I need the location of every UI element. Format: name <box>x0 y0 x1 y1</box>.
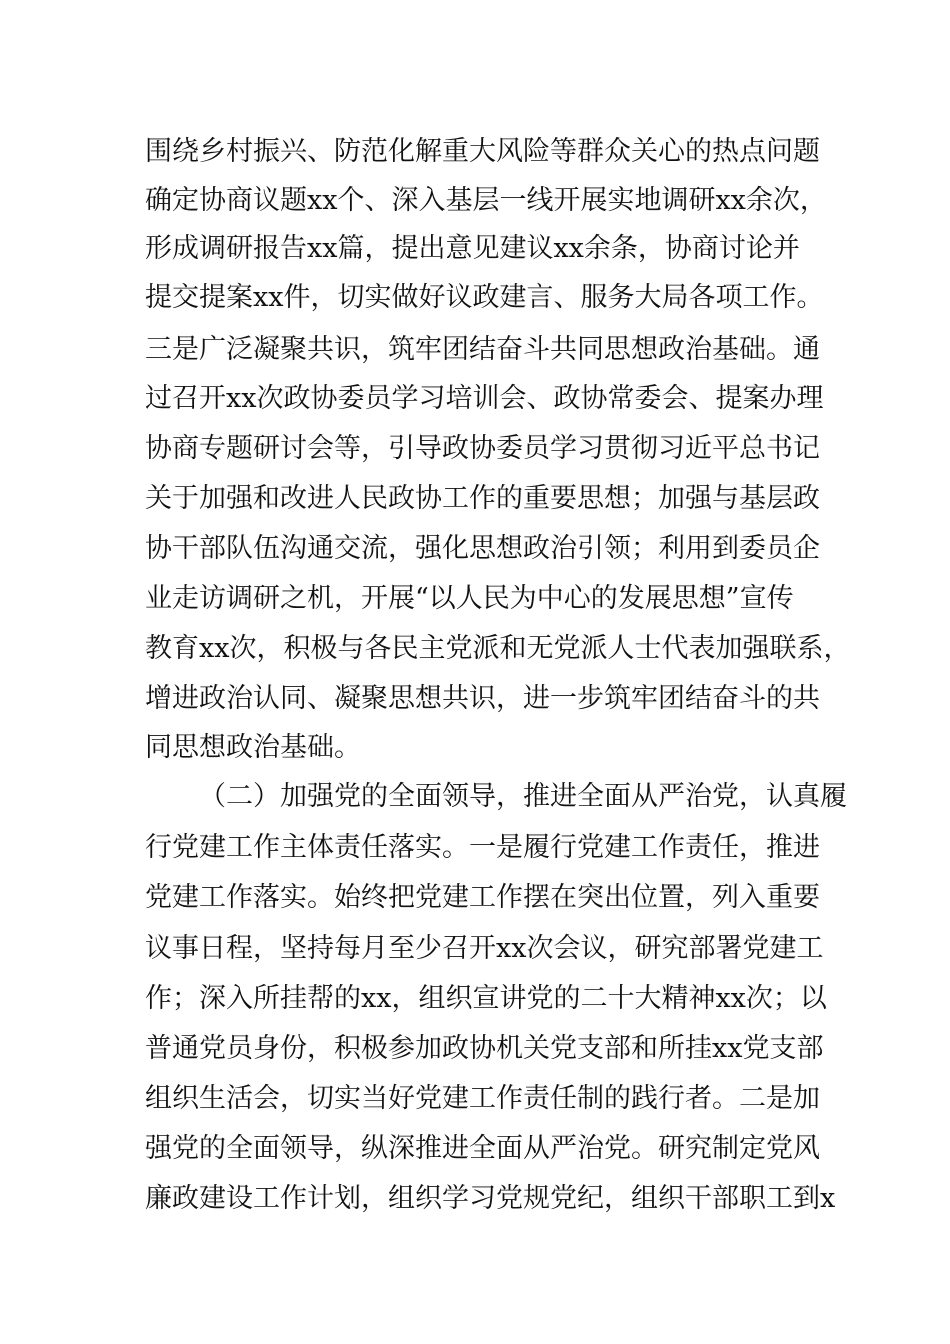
text-line: 关于加强和改进人民政协工作的重要思想；加强与基层政 <box>145 483 820 514</box>
paragraph-heading-line: （二）加强党的全面领导，推进全面从严治党，认真履 <box>199 781 847 812</box>
text-line: 增进政治认同、凝聚思想共识，进一步筑牢团结奋斗的共 <box>145 683 820 714</box>
text-line: 廉政建设工作计划，组织学习党规党纪，组织干部职工到x <box>145 1183 836 1214</box>
text-line: 组织生活会，切实当好党建工作责任制的践行者。二是加 <box>145 1083 820 1114</box>
text-line: 围绕乡村振兴、防范化解重大风险等群众关心的热点问题 <box>145 136 820 167</box>
text-line: 党建工作落实。始终把党建工作摆在突出位置，列入重要 <box>145 882 820 913</box>
text-line: 协商专题研讨会等，引导政协委员学习贯彻习近平总书记 <box>145 433 820 464</box>
text-line: 议事日程，坚持每月至少召开xx次会议，研究部署党建工 <box>145 933 824 964</box>
text-line: 普通党员身份，积极参加政协机关党支部和所挂xx党支部 <box>145 1033 824 1064</box>
text-line: 确定协商议题xx个、深入基层一线开展实地调研xx余次， <box>145 185 827 216</box>
text-line: 业走访调研之机，开展“以人民为中心的发展思想”宣传 <box>145 583 794 614</box>
text-line: 三是广泛凝聚共识，筑牢团结奋斗共同思想政治基础。通 <box>145 334 820 365</box>
text-line: 行党建工作主体责任落实。一是履行党建工作责任，推进 <box>145 832 820 863</box>
text-line: 教育xx次，积极与各民主党派和无党派人士代表加强联系， <box>145 633 851 664</box>
text-line: 作；深入所挂帮的xx，组织宣讲党的二十大精神xx次；以 <box>145 983 827 1014</box>
text-line: 同思想政治基础。 <box>145 732 361 763</box>
text-line: 提交提案xx件，切实做好议政建言、服务大局各项工作。 <box>145 282 824 313</box>
text-line: 过召开xx次政协委员学习培训会、政协常委会、提案办理 <box>145 383 824 414</box>
text-line: 强党的全面领导，纵深推进全面从严治党。研究制定党风 <box>145 1133 820 1164</box>
text-line: 协干部队伍沟通交流，强化思想政治引领；利用到委员企 <box>145 533 820 564</box>
text-line: 形成调研报告xx篇，提出意见建议xx余条，协商讨论并 <box>145 233 800 264</box>
